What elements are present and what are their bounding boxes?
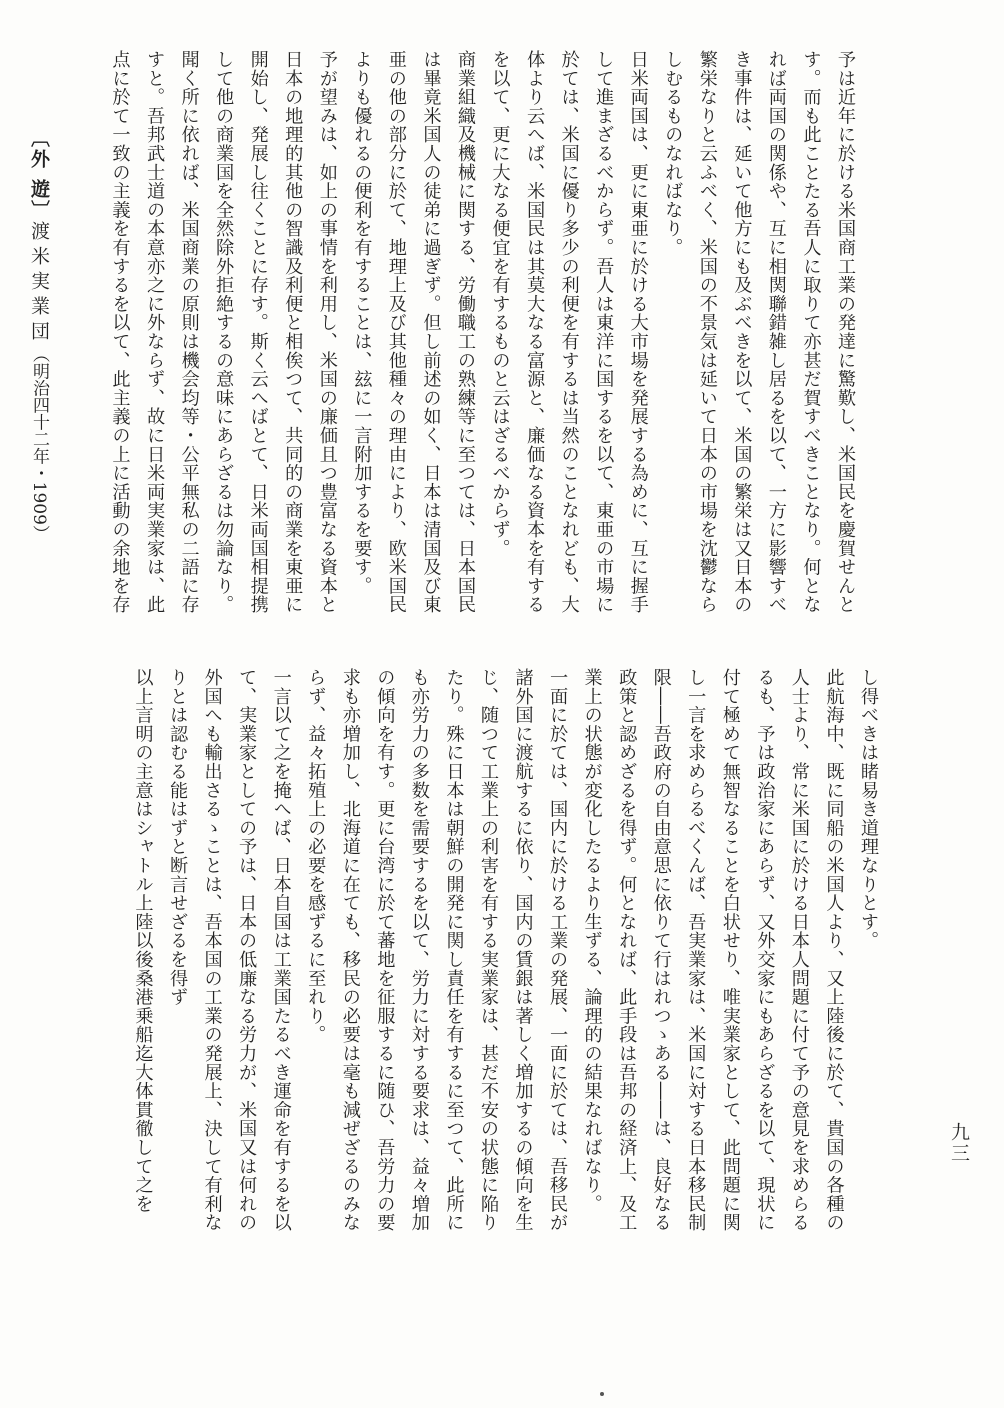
- text-line: を以て、更に大なる便宜を有するものと云はざるべからず。: [489, 50, 511, 558]
- text-line: 人士より、常に米国に於ける日本人問題に付て予の意見を求めらる: [788, 668, 810, 1232]
- running-head-series: 〔外 遊〕: [28, 128, 50, 221]
- text-line: 繁栄なりと云ふべく、米国の不景気は延いて日本の市場を沈鬱なら: [696, 50, 718, 614]
- text-line: は畢竟米国人の徒弟に過ぎず。但し前述の如く、日本は清国及び東: [420, 50, 442, 614]
- running-head: [26, 128, 52, 542]
- text-line: 付て極めて無智なることを白状せり、唯実業家として、此問題に関: [719, 668, 741, 1232]
- text-line: し一言を求めらるべくんば、吾実業家は、米国に対する日本移民制: [685, 668, 707, 1232]
- text-line: 政策と認めざるを得ず。何となれば、此手段は吾邦の経済上、及工: [616, 668, 638, 1232]
- text-line: たり。殊に日本は朝鮮の開発に関し責任を有するに至つて、此所に: [443, 668, 465, 1232]
- running-head-date: （明治四十二年・1909）: [29, 345, 49, 542]
- text-line: 求も亦増加し、北海道に在ても、移民の必要は毫も減ぜざるのみな: [339, 668, 361, 1232]
- text-line: 諸外国に渡航するに依り、国内の賃銀は著しく増加するの傾向を生: [512, 668, 534, 1232]
- text-line: 商業組織及機械に関する、労働職工の熟練等に至つては、日本国民: [454, 50, 476, 614]
- text-line: れば両国の関係や、互に相関聯錯雑し居るを以て、一方に影響すべ: [765, 50, 787, 614]
- lower-text-block: [92, 668, 885, 1360]
- text-line: き事件は、延いて他方にも及ぶべきを以て、米国の繁栄は又日本の: [731, 50, 753, 614]
- text-line: 予は近年に於ける米国商工業の発達に驚歎し、米国民を慶賀せんと: [835, 50, 856, 614]
- text-line: 外国へも輸出さるゝことは、吾本国の工業の発展上、決して有利な: [201, 668, 223, 1232]
- text-line: 於ては、米国に優り多少の利便を有するは当然のことなれども、大: [558, 50, 580, 614]
- page-number: 九三: [948, 1122, 970, 1164]
- text-line: 以上言明の主意はシャトル上陸以後桑港乗船迄大体貫徹して之を: [132, 668, 154, 1214]
- text-line: して進まざるべからず。吾人は東洋に国するを以て、東亜の市場に: [593, 50, 615, 614]
- text-line: じ、随つて工業上の利害を有する実業家は、甚だ不安の状態に陥り: [477, 668, 499, 1232]
- text-line: し得べきは睹易き道理なりとす。: [858, 668, 879, 950]
- text-line: しむるものなればなり。: [662, 50, 684, 257]
- text-line: 一言以て之を掩へば、日本自国は工業国たるべき運命を有するを以: [270, 668, 292, 1232]
- text-line: 日本の地理的其他の智識及利便と相俟つて、共同的の商業を東亜に: [282, 50, 304, 614]
- text-line: すと。吾邦武士道の本意亦之に外ならず、故に日米両実業家は、此: [144, 50, 166, 614]
- running-head-title: 渡米実業団: [28, 220, 50, 346]
- scan-speck: [600, 1392, 604, 1396]
- text-line: りとは認むる能はずと断言せざるを得ず: [167, 668, 189, 1007]
- text-line: も亦労力の多数を需要するを以て、労力に対する要求は、益々増加: [408, 668, 430, 1232]
- text-line: 予が望みは、如上の事情を利用し、米国の廉価且つ豊富なる資本と: [316, 50, 338, 614]
- text-line: 体より云へば、米国民は其莫大なる富源と、廉価なる資本を有する: [524, 50, 546, 614]
- text-line: て、実業家としての予は、日本の低廉なる労力が、米国又は何れの: [236, 668, 258, 1232]
- text-line: 日米両国は、更に東亜に於ける大市場を発展する為めに、互に握手: [627, 50, 649, 614]
- text-line: 聞く所に依れば、米国商業の原則は機会均等・公平無私の二語に存: [178, 50, 200, 614]
- text-line: よりも優れるの便利を有することは、玆に一言附加するを要す。: [351, 50, 373, 596]
- text-line: 亜の他の部分に於て、地理上及び其他種々の理由により、欧米国民: [385, 50, 407, 614]
- text-line: らず、益々拓殖上の必要を感ずるに至れり。: [305, 668, 327, 1044]
- text-line: す。而も此ことたる吾人に取りて亦甚だ賀すべきことなり。何とな: [800, 50, 822, 614]
- text-line: 一面に於ては、国内に於ける工業の発展、一面に於ては、吾移民が: [547, 668, 569, 1232]
- text-line: 限――吾政府の自由意思に依りて行はれつゝある――は、良好なる: [650, 668, 672, 1232]
- text-line: 此航海中、既に同船の米国人より、又上陸後に於て、貴国の各種の: [823, 668, 845, 1232]
- upper-text-block: [109, 50, 862, 650]
- text-line: 開始し、発展し往くことに存す。斯く云へばとて、日米両国相提携: [247, 50, 269, 614]
- text-line: して他の商業国を全然除外拒絶するの意味にあらざるは勿論なり。: [213, 50, 235, 614]
- text-line: の傾向を有す。更に台湾に於て蕃地を征服するに随ひ、吾労力の要: [374, 668, 396, 1232]
- text-line: 点に於て一致の主義を有するを以て、此主義の上に活動の余地を存: [109, 50, 131, 614]
- text-line: るも、予は政治家にあらず、又外交家にもあらざるを以て、現状に: [754, 668, 776, 1232]
- text-line: 業上の状態が変化したるより生ずる、論理的の結果なればなり。: [581, 668, 603, 1214]
